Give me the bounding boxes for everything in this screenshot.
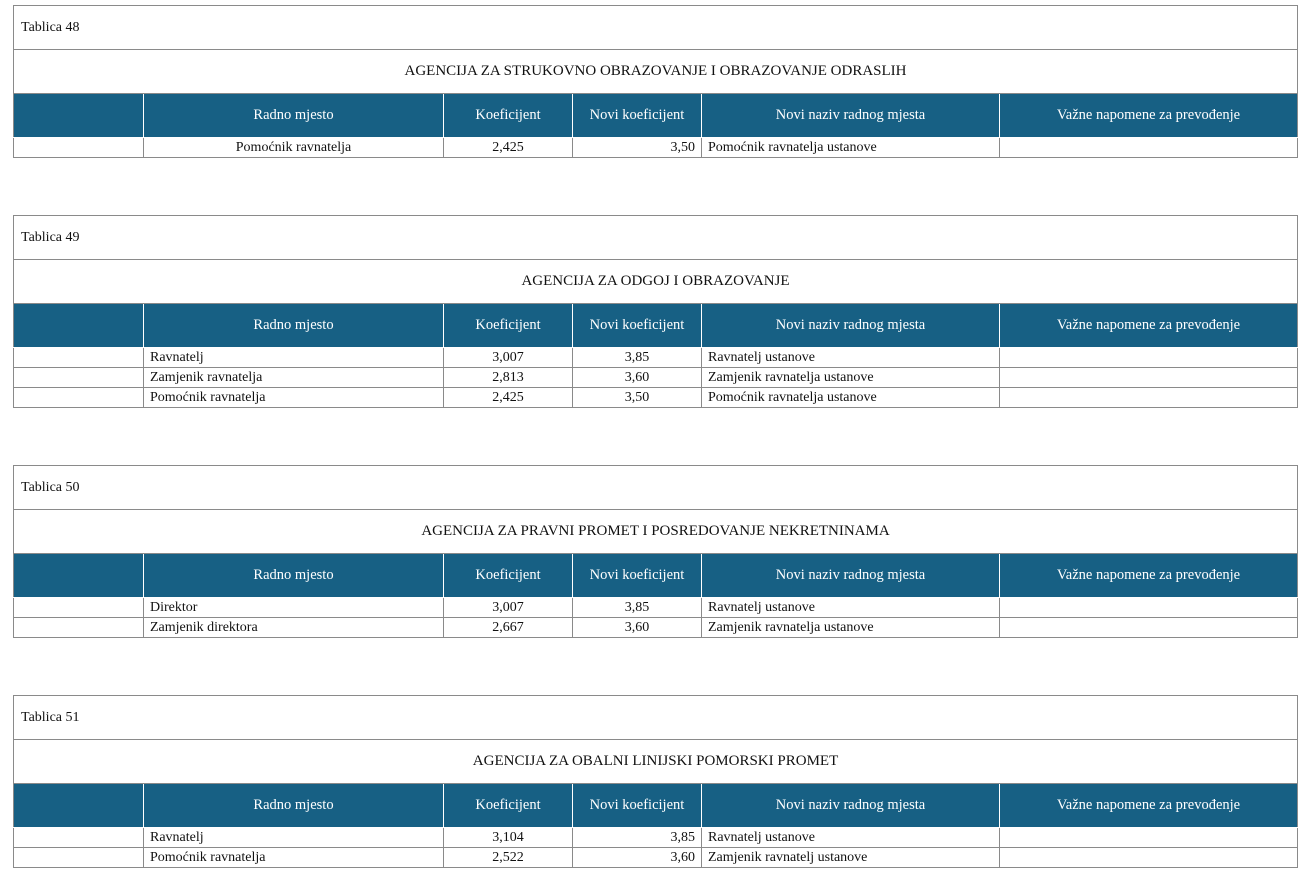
table-row [14, 348, 1298, 368]
cell-radno-mjesto: Pomoćnik ravnatelja [144, 138, 444, 158]
cell-koeficijent: 3,104 [444, 828, 573, 848]
cell-blank [14, 348, 144, 368]
cell-novi-naziv: Ravnatelj ustanove [702, 348, 1000, 368]
cell-radno-mjesto: Direktor [144, 598, 444, 618]
table-row [14, 848, 1298, 868]
cell-blank [14, 388, 144, 408]
cell-novi-koeficijent: 3,60 [573, 368, 702, 388]
table-row [14, 368, 1298, 388]
cell-novi-koeficijent: 3,85 [573, 348, 702, 368]
cell-koeficijent: 2,425 [444, 388, 573, 408]
header-row [14, 784, 1298, 828]
header-novi-koeficijent: Novi koeficijent [573, 554, 702, 598]
header-koeficijent: Koeficijent [444, 554, 573, 598]
cell-blank [14, 828, 144, 848]
header-row [14, 304, 1298, 348]
header-radno-mjesto: Radno mjesto [144, 784, 444, 828]
header-blank [14, 304, 144, 348]
cell-napomene [1000, 618, 1298, 638]
cell-napomene [1000, 598, 1298, 618]
cell-blank [14, 138, 144, 158]
cell-napomene [1000, 828, 1298, 848]
cell-napomene [1000, 368, 1298, 388]
cell-koeficijent: 2,667 [444, 618, 573, 638]
cell-novi-koeficijent: 3,85 [573, 598, 702, 618]
table-row [14, 828, 1298, 848]
table-50 [13, 465, 1298, 638]
cell-novi-naziv: Zamjenik ravnatelj ustanove [702, 848, 1000, 868]
cell-radno-mjesto: Ravnatelj [144, 348, 444, 368]
header-row [14, 94, 1298, 138]
header-napomene: Važne napomene za prevođenje [1000, 554, 1298, 598]
header-koeficijent: Koeficijent [444, 94, 573, 138]
table-row [14, 388, 1298, 408]
table-title: AGENCIJA ZA STRUKOVNO OBRAZOVANJE I OBRAZOVANJE ODRASLIH [14, 50, 1298, 94]
table-48 [13, 5, 1298, 158]
cell-napomene [1000, 388, 1298, 408]
table-title: AGENCIJA ZA ODGOJ I OBRAZOVANJE [14, 260, 1298, 304]
header-blank [14, 554, 144, 598]
cell-novi-naziv: Ravnatelj ustanove [702, 828, 1000, 848]
cell-blank [14, 368, 144, 388]
header-blank [14, 94, 144, 138]
header-novi-koeficijent: Novi koeficijent [573, 784, 702, 828]
cell-napomene [1000, 138, 1298, 158]
header-koeficijent: Koeficijent [444, 784, 573, 828]
cell-koeficijent: 3,007 [444, 348, 573, 368]
header-radno-mjesto: Radno mjesto [144, 304, 444, 348]
header-radno-mjesto: Radno mjesto [144, 554, 444, 598]
header-novi-naziv: Novi naziv radnog mjesta [702, 94, 1000, 138]
cell-napomene [1000, 848, 1298, 868]
cell-novi-koeficijent: 3,50 [573, 138, 702, 158]
header-row [14, 554, 1298, 598]
cell-novi-koeficijent: 3,60 [573, 618, 702, 638]
cell-radno-mjesto: Zamjenik direktora [144, 618, 444, 638]
cell-novi-naziv: Ravnatelj ustanove [702, 598, 1000, 618]
cell-novi-naziv: Zamjenik ravnatelja ustanove [702, 368, 1000, 388]
cell-novi-koeficijent: 3,50 [573, 388, 702, 408]
table-51 [13, 695, 1298, 868]
cell-radno-mjesto: Pomoćnik ravnatelja [144, 388, 444, 408]
cell-novi-naziv: Pomoćnik ravnatelja ustanove [702, 388, 1000, 408]
table-row [14, 138, 1298, 158]
header-novi-koeficijent: Novi koeficijent [573, 304, 702, 348]
table-49 [13, 215, 1298, 408]
cell-napomene [1000, 348, 1298, 368]
cell-blank [14, 848, 144, 868]
table-title: AGENCIJA ZA OBALNI LINIJSKI POMORSKI PROMET [14, 740, 1298, 784]
table-row [14, 618, 1298, 638]
cell-koeficijent: 3,007 [444, 598, 573, 618]
cell-novi-naziv: Zamjenik ravnatelja ustanove [702, 618, 1000, 638]
table-label: Tablica 49 [14, 216, 1298, 260]
table-label: Tablica 50 [14, 466, 1298, 510]
table-label: Tablica 48 [14, 6, 1298, 50]
header-novi-koeficijent: Novi koeficijent [573, 94, 702, 138]
cell-radno-mjesto: Ravnatelj [144, 828, 444, 848]
header-napomene: Važne napomene za prevođenje [1000, 304, 1298, 348]
cell-blank [14, 618, 144, 638]
cell-novi-naziv: Pomoćnik ravnatelja ustanove [702, 138, 1000, 158]
header-napomene: Važne napomene za prevođenje [1000, 784, 1298, 828]
header-blank [14, 784, 144, 828]
table-title: AGENCIJA ZA PRAVNI PROMET I POSREDOVANJE NEKRETNINAMA [14, 510, 1298, 554]
header-napomene: Važne napomene za prevođenje [1000, 94, 1298, 138]
table-row [14, 598, 1298, 618]
table-label: Tablica 51 [14, 696, 1298, 740]
cell-koeficijent: 2,522 [444, 848, 573, 868]
cell-novi-koeficijent: 3,60 [573, 848, 702, 868]
cell-koeficijent: 2,425 [444, 138, 573, 158]
cell-blank [14, 598, 144, 618]
header-radno-mjesto: Radno mjesto [144, 94, 444, 138]
cell-koeficijent: 2,813 [444, 368, 573, 388]
cell-radno-mjesto: Pomoćnik ravnatelja [144, 848, 444, 868]
header-novi-naziv: Novi naziv radnog mjesta [702, 784, 1000, 828]
cell-radno-mjesto: Zamjenik ravnatelja [144, 368, 444, 388]
header-novi-naziv: Novi naziv radnog mjesta [702, 554, 1000, 598]
header-novi-naziv: Novi naziv radnog mjesta [702, 304, 1000, 348]
header-koeficijent: Koeficijent [444, 304, 573, 348]
cell-novi-koeficijent: 3,85 [573, 828, 702, 848]
